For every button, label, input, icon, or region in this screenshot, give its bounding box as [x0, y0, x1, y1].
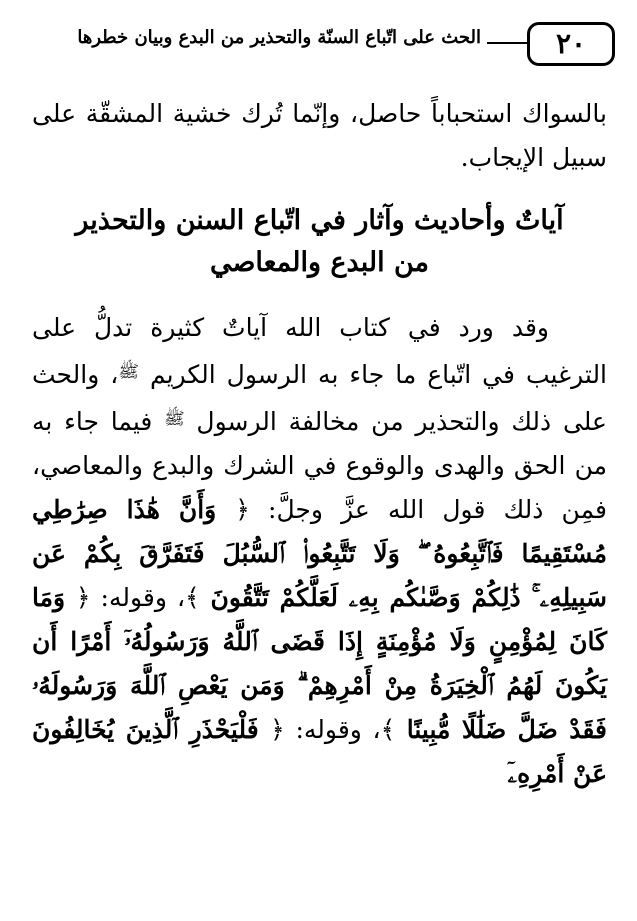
page-header — [20, 18, 621, 70]
text-segment: ، وقوله: — [100, 583, 186, 612]
verse-open-bracket: ﴿ — [75, 583, 91, 612]
verse-text: وَمَا كَانَ لِمُؤْمِنٍ وَلَا مُؤْمِنَةٍ إِذَا قَضَى ٱللَّهُ وَرَسُولُهُۥٓ أَمْرًا أَن يَكُونَ لَهُمُ ٱلْخِيَرَةُ مِنْ أَمْرِهِمْ ۗ وَمَن يَعْصِ ٱللَّهَ وَرَسُولَهُۥ فَقَدْ ضَلَّ ضَلَٰلًا مُّبِينًا — [32, 583, 607, 744]
section-heading-line-1: آياتٌ وأحاديث وآثار في اتّباع السنن والتحذير — [75, 205, 564, 236]
salla-symbol: ﷺ — [118, 362, 139, 382]
paragraph-continuation: بالسواك استحباباً حاصل، وإنّما تُرك خشية المشقّة على سبيل الإيجاب. — [32, 99, 607, 172]
page-number: ٢٠ — [527, 22, 615, 66]
verse-text: وَأَنَّ هَٰذَا صِرَٰطِي مُسْتَقِيمًا فَٱتَّبِعُوهُ ۖ وَلَا تَتَّبِعُوا۟ ٱلسُّبُلَ فَتَفَرَّقَ بِكُمْ عَن سَبِيلِهِۦ ۚ ذَٰلِكُمْ وَصَّىٰكُم بِهِۦ لَعَلَّكُمْ تَتَّقُونَ — [32, 495, 607, 612]
page-content — [32, 92, 607, 796]
verse-close-bracket: ﴾ — [380, 715, 396, 744]
section-heading-line-2: من البدع والمعاصي — [209, 247, 430, 278]
text-segment: فيما جاء به من الحق والهدى والوقوع في الشرك والبدع والمعاصي، فمِن ذلك قول الله عزَّ وجلَّ: — [32, 407, 607, 524]
section-heading — [32, 200, 607, 284]
verse-text: فَلْيَحْذَرِ ٱلَّذِينَ يُخَالِفُونَ عَنْ أَمْرِهِۦٓ — [32, 715, 607, 788]
salla-symbol: ﷺ — [164, 409, 185, 429]
text-segment: ، وقوله: — [295, 715, 381, 744]
header-rule — [487, 42, 529, 44]
verse-open-bracket: ﴿ — [235, 495, 250, 524]
verse-open-bracket: ﴿ — [270, 715, 285, 744]
running-title: الحث على اتّباع السنّة والتحذير من البدع وبيان خطرها — [77, 27, 481, 48]
paragraph-main — [32, 306, 607, 796]
verse-close-bracket: ﴾ — [185, 583, 200, 612]
text-segment: وقد ورد في كتاب الله آياتٌ كثيرة تدلُّ على الترغيب في اتّباع ما جاء به الرسول الكريم — [32, 313, 608, 389]
text-segment: ، والحث على ذلك والتحذير من مخالفة الرسول — [32, 360, 607, 436]
